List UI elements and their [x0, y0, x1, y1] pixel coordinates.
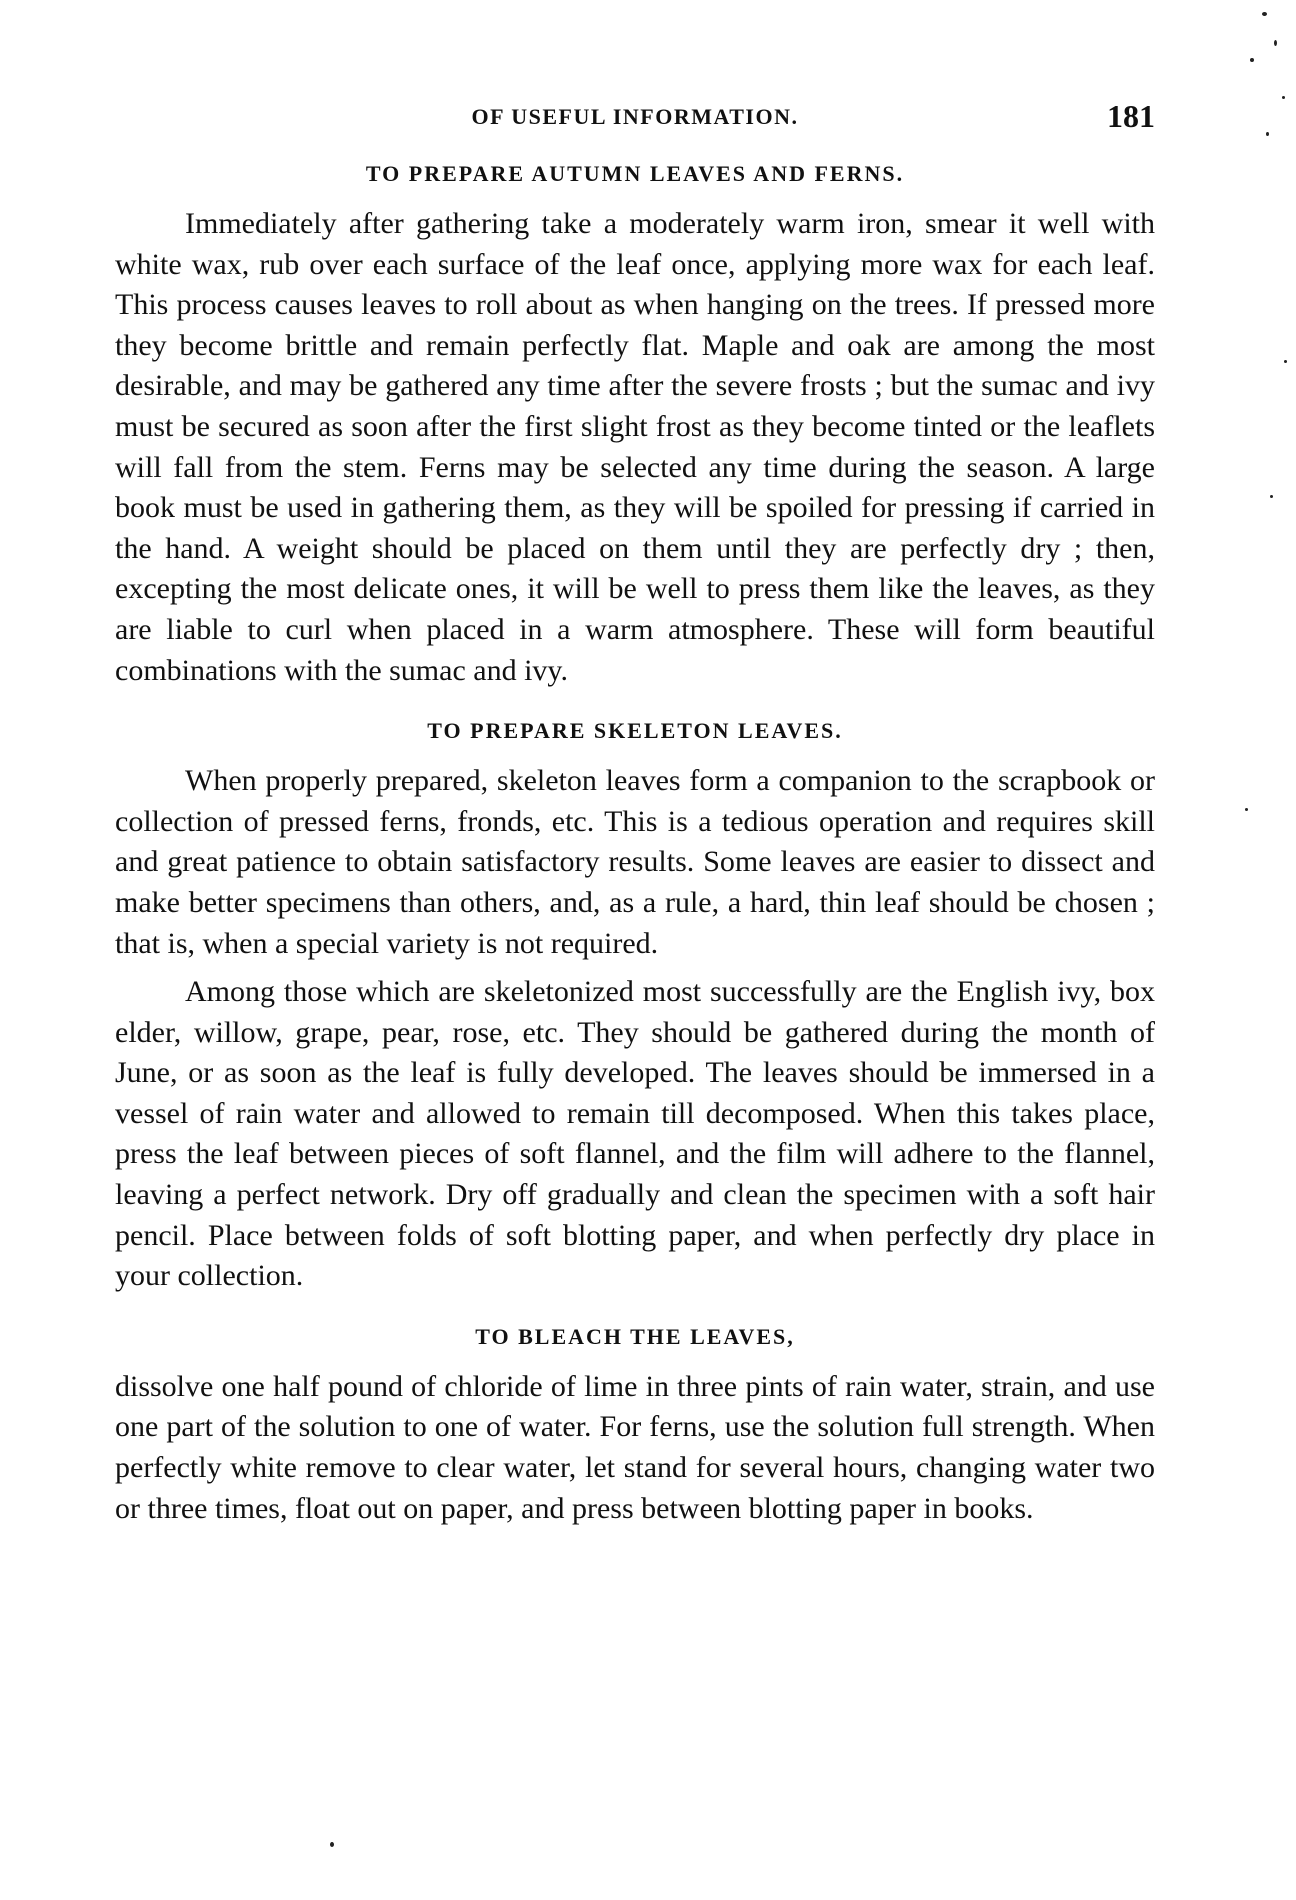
page-number: 181 — [1107, 98, 1155, 134]
section-heading: TO PREPARE AUTUMN LEAVES AND FERNS. — [365, 161, 905, 186]
section-autumn-leaves — [115, 160, 1155, 691]
section-heading: TO PREPARE SKELETON LEAVES. — [427, 718, 843, 744]
section-skeleton-leaves — [115, 717, 1155, 1297]
page-body — [115, 160, 1155, 1529]
section-bleach-leaves — [115, 1323, 1155, 1529]
scan-speck — [1245, 808, 1248, 811]
running-title: OF USEFUL INFORMATION. — [471, 104, 799, 129]
section-heading: TO BLEACH THE LEAVES, — [475, 1323, 795, 1349]
paragraph: When properly prepared, skeleton leaves form a companion to the scrapbook or collection of pressed ferns, fronds, etc. This is a tedious operation and requires skill and great patience to obtain satisfactory results. Some leaves are easier to dissect and make better specimens than others, and, as a rule, a hard, thin leaf should be chosen ; that is, when a special variety is not required. — [115, 764, 1155, 960]
scan-speck — [1250, 58, 1254, 62]
running-head — [115, 98, 1155, 138]
scan-speck — [1262, 12, 1267, 16]
scan-speck — [1266, 132, 1269, 136]
scan-speck — [1282, 96, 1285, 99]
scan-speck — [1274, 40, 1277, 46]
paragraph: Among those which are skeletonized most successfully are the English ivy, box elder, willow, grape, pear, rose, etc. They should be gathered during the month of June, or as soon as the leaf is fully developed. The leaves should be immersed in a vessel of rain water and allowed to remain till decomposed. When this takes place, press the leaf between pieces of soft flannel, and the film will adhere to the flannel, leaving a perfect network. Dry off gradually and clean the specimen with a soft hair pencil. Place between folds of soft blotting paper, and when perfectly dry place in your collection. — [115, 975, 1155, 1293]
paragraph: dissolve one half pound of chloride of lime in three pints of rain water, strain, and use one part of the solution to one of water. For ferns, use the solution full strength. When perfectly white remove to clear water, let stand for several hours, changing water two or three times, float out on paper, and press between blotting paper in books. — [115, 1369, 1155, 1525]
paragraph: Immediately after gathering take a moderately warm iron, smear it well with white wax, rub over each surface of the leaf once, applying more wax for each leaf. This process causes leaves to roll about as when hanging on the trees. If pressed more they become brittle and remain perfectly flat. Maple and oak are among the most desirable, and may be gathered any time after the severe frosts ; but the sumac and ivy must be secured as soon after the first slight frost as they become tinted or the leaflets will fall from the stem. Ferns may be selected any time during the season. A large book must be used in gathering them, as they will be spoiled for pressing if carried in the hand. A weight should be placed on them until they are perfectly dry ; then, excepting the most delicate ones, it will be well to press them like the leaves, as they are liable to curl when placed in a warm atmosphere. These will form beautiful combinations with the sumac and ivy. — [115, 207, 1155, 687]
scan-speck — [1270, 495, 1273, 498]
scan-speck — [330, 1842, 334, 1847]
scan-speck — [1284, 360, 1287, 363]
